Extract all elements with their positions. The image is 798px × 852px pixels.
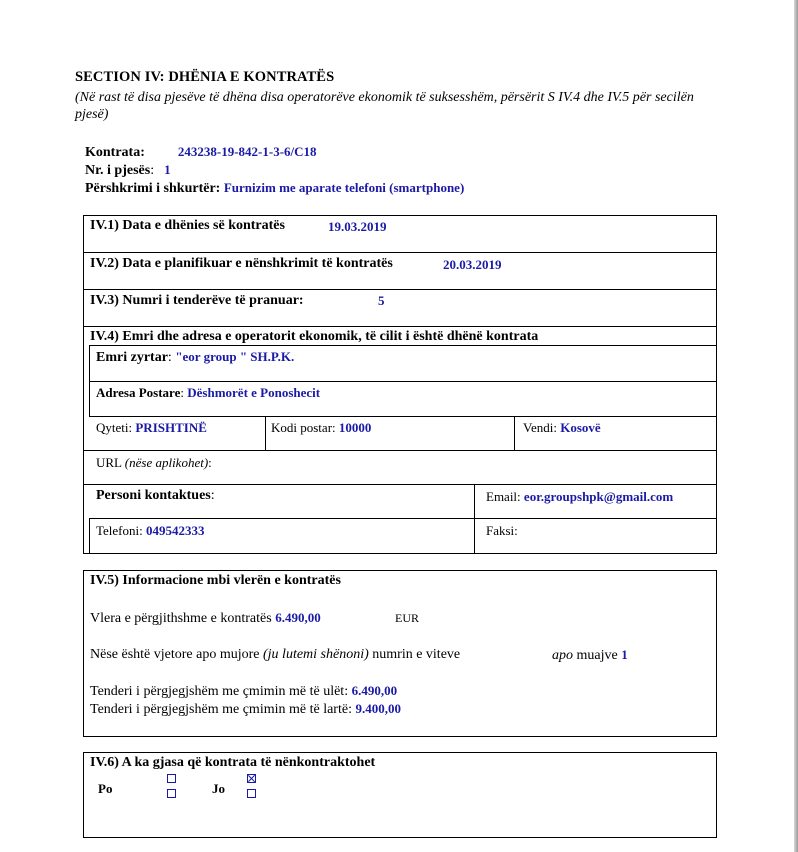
jo-checkbox-checked[interactable] bbox=[247, 774, 256, 783]
po-checkbox[interactable] bbox=[167, 789, 176, 798]
adresa-row bbox=[96, 385, 320, 401]
jo-checkbox[interactable] bbox=[247, 789, 256, 798]
kodi-label: Kodi postar: bbox=[271, 420, 336, 435]
divider bbox=[83, 484, 717, 485]
divider bbox=[83, 252, 717, 253]
telefoni-value: 049542333 bbox=[146, 523, 205, 538]
kodi-value: 10000 bbox=[338, 420, 372, 435]
section-note: (Në rast të disa pjesëve të dhëna disa operatorëve ekonomik të suksesshëm, përsërit S IV.4 dhe IV.5 për secilën pjesë) bbox=[75, 90, 694, 122]
vendi-label: Vendi: bbox=[523, 420, 557, 435]
pershkrimi-value: Furnizim me aparate telefoni (smartphone) bbox=[223, 180, 465, 195]
larte-value: 9.400,00 bbox=[355, 701, 401, 716]
vlera-row bbox=[90, 610, 321, 627]
iv1-label: IV.1) Data e dhënies së kontratës bbox=[90, 218, 285, 233]
iv3-label: IV.3) Numri i tenderëve të pranuar: bbox=[90, 293, 304, 308]
pershkrimi-row bbox=[85, 180, 464, 197]
email-value: eor.groupshpk@gmail.com bbox=[523, 489, 674, 504]
personi-colon: : bbox=[210, 488, 215, 503]
emri-value: "eor group " SH.P.K. bbox=[175, 349, 295, 364]
personi-label: Personi kontaktues bbox=[96, 488, 211, 503]
jo-label: Jo bbox=[212, 781, 225, 796]
emri-row bbox=[96, 349, 294, 366]
qyteti-row bbox=[96, 420, 207, 436]
muajve-row bbox=[552, 647, 628, 664]
email-row bbox=[486, 489, 673, 505]
vendi-row bbox=[523, 420, 601, 436]
telefoni-row bbox=[96, 523, 205, 539]
vendi-value: Kosovë bbox=[560, 420, 601, 435]
nr-pjeses-label: Nr. i pjesës bbox=[85, 163, 151, 178]
kontrata-label: Kontrata: bbox=[85, 145, 145, 160]
apo-text: apo bbox=[552, 648, 573, 663]
divider bbox=[89, 518, 717, 519]
pershkrimi-label: Përshkrimi i shkurtër: bbox=[85, 181, 221, 196]
vjetore-note: (ju lutemi shënoni) bbox=[263, 647, 369, 662]
iv2-value: 20.03.2019 bbox=[443, 257, 502, 272]
divider bbox=[474, 484, 475, 554]
divider bbox=[83, 450, 717, 451]
divider bbox=[89, 345, 90, 417]
muajve-label: muajve bbox=[576, 648, 618, 663]
email-label: Email: bbox=[486, 489, 521, 504]
url-note: (nëse aplikohet) bbox=[124, 455, 209, 470]
kodi-row bbox=[271, 420, 371, 436]
nr-pjeses-value: 1 bbox=[164, 162, 171, 177]
emri-colon: : bbox=[167, 350, 172, 365]
vjetore-label: Nëse është vjetore apo mujore bbox=[90, 647, 260, 662]
ulet-row bbox=[90, 683, 397, 700]
nr-pjeses-row bbox=[85, 162, 171, 179]
larte-row bbox=[90, 701, 401, 718]
vjetore-after: numrin e viteve bbox=[372, 647, 461, 662]
ulet-label: Tenderi i përgjegjshëm me çmimin më të ulët: bbox=[90, 684, 349, 699]
qyteti-value: PRISHTINË bbox=[135, 420, 207, 435]
divider bbox=[265, 416, 266, 451]
po-checkbox-top[interactable] bbox=[167, 774, 176, 783]
iv1-value: 19.03.2019 bbox=[328, 219, 387, 234]
po-label: Po bbox=[98, 781, 113, 796]
iv4-label: IV.4) Emri dhe adresa e operatorit ekonomik, të cilit i është dhënë kontrata bbox=[90, 329, 539, 344]
muajve-value: 1 bbox=[621, 647, 628, 662]
faksi-label: Faksi: bbox=[486, 523, 518, 538]
divider bbox=[83, 326, 717, 327]
qyteti-label: Qyteti: bbox=[96, 420, 133, 435]
iv6-label: IV.6) A ka gjasa që kontrata të nënkontraktohet bbox=[90, 755, 376, 770]
divider bbox=[89, 416, 717, 417]
adresa-value: Dëshmorët e Ponoshecit bbox=[187, 385, 321, 400]
adresa-label: Adresa Postare bbox=[96, 385, 181, 400]
page-edge-shadow bbox=[794, 0, 798, 852]
currency: EUR bbox=[395, 611, 419, 625]
contract-row bbox=[85, 144, 317, 161]
iv3-value: 5 bbox=[378, 293, 385, 308]
adresa-colon: : bbox=[180, 385, 184, 400]
iv5-label: IV.5) Informacione mbi vlerën e kontratës bbox=[90, 573, 341, 588]
divider bbox=[89, 381, 717, 382]
telefoni-label: Telefoni: bbox=[96, 523, 143, 538]
vlera-label: Vlera e përgjithshme e kontratës bbox=[90, 611, 272, 626]
nr-pjeses-colon: : bbox=[150, 163, 155, 178]
vjetore-row bbox=[90, 647, 460, 663]
iv2-label: IV.2) Data e planifikuar e nënshkrimit të kontratës bbox=[90, 256, 393, 271]
url-row bbox=[96, 455, 212, 471]
url-label: URL bbox=[96, 455, 122, 470]
larte-label: Tenderi i përgjegjshëm me çmimin më të lartë: bbox=[90, 702, 352, 717]
divider bbox=[89, 345, 717, 346]
personi-row bbox=[96, 488, 215, 504]
divider bbox=[83, 289, 717, 290]
url-colon: : bbox=[208, 455, 212, 470]
kontrata-value: 243238-19-842-1-3-6/C18 bbox=[177, 144, 317, 159]
emri-label: Emri zyrtar bbox=[96, 350, 168, 365]
divider bbox=[514, 416, 515, 451]
ulet-value: 6.490,00 bbox=[351, 683, 398, 698]
section-title: SECTION IV: DHËNIA E KONTRATËS bbox=[75, 69, 335, 85]
vlera-value: 6.490,00 bbox=[275, 610, 321, 625]
divider bbox=[89, 518, 90, 554]
